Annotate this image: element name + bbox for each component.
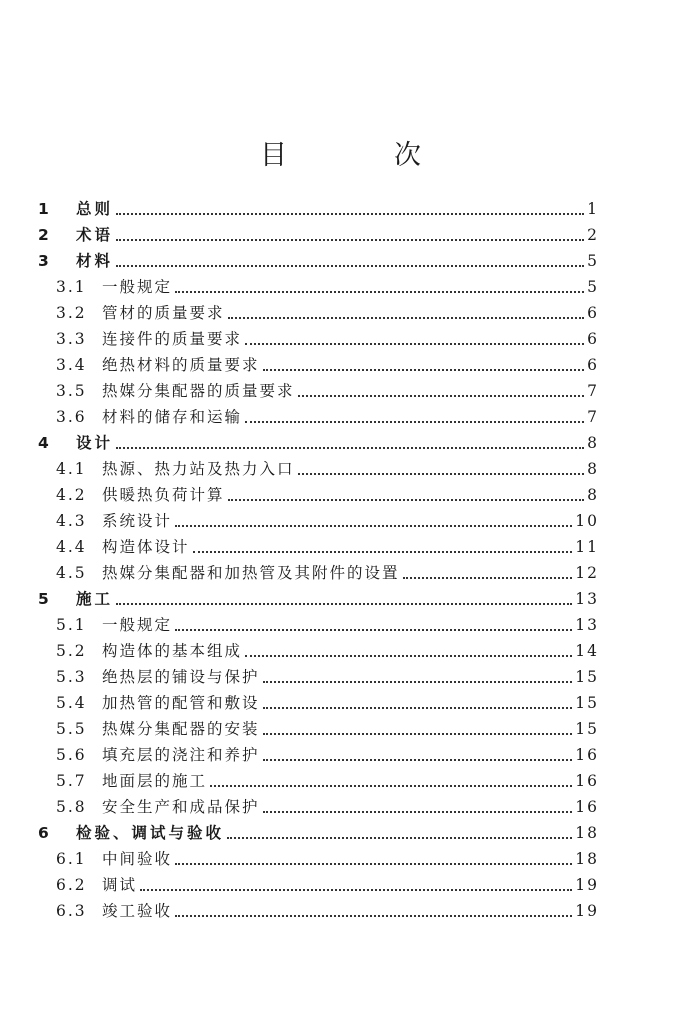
toc-section-row[interactable] <box>56 297 599 323</box>
dot-leader <box>263 363 585 371</box>
dot-leader <box>228 493 585 501</box>
toc-section-row[interactable] <box>56 791 599 817</box>
dot-leader <box>245 649 572 657</box>
toc-entry-page: 2 <box>587 226 599 244</box>
dot-leader <box>140 883 572 891</box>
toc-entry-page: 5 <box>587 278 599 296</box>
toc-entry-number: 4.4 <box>56 538 87 556</box>
toc-entry-page: 8 <box>587 460 599 478</box>
toc-entry-number: 3.5 <box>56 382 87 400</box>
dot-leader <box>175 519 572 527</box>
toc-section-row[interactable] <box>56 739 599 765</box>
toc-section-row[interactable] <box>56 687 599 713</box>
dot-leader <box>263 701 573 709</box>
toc-entry-title: 连接件的质量要求 <box>102 330 243 348</box>
toc-entry-number: 4.5 <box>56 564 87 582</box>
toc-entry-number: 3.1 <box>56 278 87 296</box>
toc-entry-number: 3.4 <box>56 356 87 374</box>
toc-entry-title: 系统设计 <box>102 512 173 530</box>
toc-entry-title: 设计 <box>76 434 114 452</box>
toc-entry-page: 19 <box>575 902 599 920</box>
toc-section-row[interactable] <box>56 453 599 479</box>
dot-leader <box>263 727 573 735</box>
toc-chapter-row[interactable] <box>38 245 599 271</box>
toc-section-row[interactable] <box>56 375 599 401</box>
dot-leader <box>116 259 584 267</box>
toc-entry-page: 6 <box>587 304 599 322</box>
toc-entry-page: 15 <box>575 720 599 738</box>
toc-entry-title: 地面层的施工 <box>102 772 208 790</box>
toc-entry-title: 一般规定 <box>102 278 173 296</box>
toc-entry-page: 12 <box>575 564 599 582</box>
dot-leader <box>193 545 573 553</box>
toc-entry-number: 3.6 <box>56 408 87 426</box>
toc-entry-page: 14 <box>575 642 599 660</box>
toc-entry-title: 检验、调试与验收 <box>76 824 225 842</box>
dot-leader <box>175 623 572 631</box>
toc-entry-number: 5.8 <box>56 798 87 816</box>
toc-entry-title: 安全生产和成品保护 <box>102 798 260 816</box>
dot-leader <box>116 441 584 449</box>
toc-entry-page: 11 <box>575 538 599 556</box>
page-title: 目 次 <box>260 140 461 171</box>
toc-section-row[interactable] <box>56 713 599 739</box>
toc-entry-page: 15 <box>575 668 599 686</box>
toc-section-row[interactable] <box>56 635 599 661</box>
toc-entry-page: 16 <box>575 746 599 764</box>
toc-chapter-row[interactable] <box>38 817 599 843</box>
toc-entry-title: 术语 <box>76 226 114 244</box>
toc-entry-title: 管材的质量要求 <box>102 304 225 322</box>
toc-section-row[interactable] <box>56 557 599 583</box>
toc-chapter-row[interactable] <box>38 427 599 453</box>
toc-entry-number: 6.2 <box>56 876 87 894</box>
toc-entry-number: 5.6 <box>56 746 87 764</box>
toc-entry-title: 热媒分集配器和加热管及其附件的设置 <box>102 564 400 582</box>
toc-entry-title: 加热管的配管和敷设 <box>102 694 260 712</box>
toc-entry-title: 绝热材料的质量要求 <box>102 356 260 374</box>
toc-entry-page: 7 <box>587 382 599 400</box>
dot-leader <box>227 831 572 839</box>
toc-entry-number: 6 <box>38 824 49 842</box>
toc-section-row[interactable] <box>56 349 599 375</box>
dot-leader <box>298 389 585 397</box>
toc-section-row[interactable] <box>56 505 599 531</box>
toc-entry-title: 调试 <box>102 876 138 894</box>
toc-entry-title: 中间验收 <box>102 850 173 868</box>
toc-section-row[interactable] <box>56 401 599 427</box>
toc-section-row[interactable] <box>56 765 599 791</box>
toc-entry-title: 施工 <box>76 590 114 608</box>
toc-entry-number: 6.1 <box>56 850 87 868</box>
dot-leader <box>298 467 585 475</box>
toc-entry-page: 18 <box>575 824 599 842</box>
dot-leader <box>175 909 572 917</box>
toc-entry-page: 8 <box>587 434 599 452</box>
dot-leader <box>245 415 584 423</box>
toc-entry-number: 2 <box>38 226 49 244</box>
toc-entry-page: 15 <box>575 694 599 712</box>
toc-entry-title: 材料 <box>76 252 114 270</box>
toc-section-row[interactable] <box>56 479 599 505</box>
toc-entry-page: 18 <box>575 850 599 868</box>
toc-entry-page: 10 <box>575 512 599 530</box>
toc-section-row[interactable] <box>56 843 599 869</box>
dot-leader <box>228 311 585 319</box>
toc-entry-title: 一般规定 <box>102 616 173 634</box>
dot-leader <box>263 675 573 683</box>
toc-entry-title: 供暖热负荷计算 <box>102 486 225 504</box>
toc-entry-number: 3.3 <box>56 330 87 348</box>
toc-entry-page: 6 <box>587 330 599 348</box>
toc-entry-title: 填充层的浇注和养护 <box>102 746 260 764</box>
toc-entry-number: 5.1 <box>56 616 87 634</box>
toc-entry-page: 5 <box>587 252 599 270</box>
toc-entry-page: 7 <box>587 408 599 426</box>
toc-entry-number: 5.7 <box>56 772 87 790</box>
toc-entry-page: 8 <box>587 486 599 504</box>
toc-section-row[interactable] <box>56 869 599 895</box>
toc-chapter-row[interactable] <box>38 219 599 245</box>
toc-entry-title: 热媒分集配器的质量要求 <box>102 382 295 400</box>
dot-leader <box>175 857 572 865</box>
toc-entry-number: 5.3 <box>56 668 87 686</box>
toc-entry-title: 构造体设计 <box>102 538 190 556</box>
dot-leader <box>210 779 572 787</box>
toc-entry-page: 16 <box>575 798 599 816</box>
toc-entry-title: 材料的储存和运输 <box>102 408 243 426</box>
toc-entry-page: 13 <box>575 616 599 634</box>
toc-section-row[interactable] <box>56 531 599 557</box>
toc-section-row[interactable] <box>56 271 599 297</box>
dot-leader <box>403 571 573 579</box>
toc-entry-title: 绝热层的铺设与保护 <box>102 668 260 686</box>
toc-entry-title: 热源、热力站及热力入口 <box>102 460 295 478</box>
toc-section-row[interactable] <box>56 661 599 687</box>
toc-chapter-row[interactable] <box>38 583 599 609</box>
toc-entry-number: 1 <box>38 200 49 218</box>
toc-entry-page: 19 <box>575 876 599 894</box>
toc-entry-page: 16 <box>575 772 599 790</box>
toc-entry-number: 5 <box>38 590 49 608</box>
toc-entry-title: 竣工验收 <box>102 902 173 920</box>
toc-entry-number: 5.4 <box>56 694 87 712</box>
toc-entry-title: 构造体的基本组成 <box>102 642 243 660</box>
toc-entry-number: 4.1 <box>56 460 87 478</box>
dot-leader <box>245 337 584 345</box>
dot-leader <box>175 285 584 293</box>
toc-entry-number: 3.2 <box>56 304 87 322</box>
toc-entry-title: 热媒分集配器的安装 <box>102 720 260 738</box>
dot-leader <box>116 207 584 215</box>
toc-section-row[interactable] <box>56 323 599 349</box>
toc-entry-number: 3 <box>38 252 49 270</box>
dot-leader <box>116 233 584 241</box>
toc-chapter-row[interactable] <box>38 193 599 219</box>
toc-entry-number: 6.3 <box>56 902 87 920</box>
toc-entry-number: 4.3 <box>56 512 87 530</box>
dot-leader <box>263 805 573 813</box>
toc-entry-number: 4.2 <box>56 486 87 504</box>
toc-entry-page: 6 <box>587 356 599 374</box>
toc-entry-page: 1 <box>587 200 599 218</box>
toc-entry-title: 总则 <box>76 200 114 218</box>
dot-leader <box>116 597 572 605</box>
dot-leader <box>263 753 573 761</box>
toc-entry-page: 13 <box>575 590 599 608</box>
toc-entry-number: 4 <box>38 434 49 452</box>
toc-entry-number: 5.5 <box>56 720 87 738</box>
toc-entry-number: 5.2 <box>56 642 87 660</box>
toc-section-row[interactable] <box>56 895 599 921</box>
toc-section-row[interactable] <box>56 609 599 635</box>
